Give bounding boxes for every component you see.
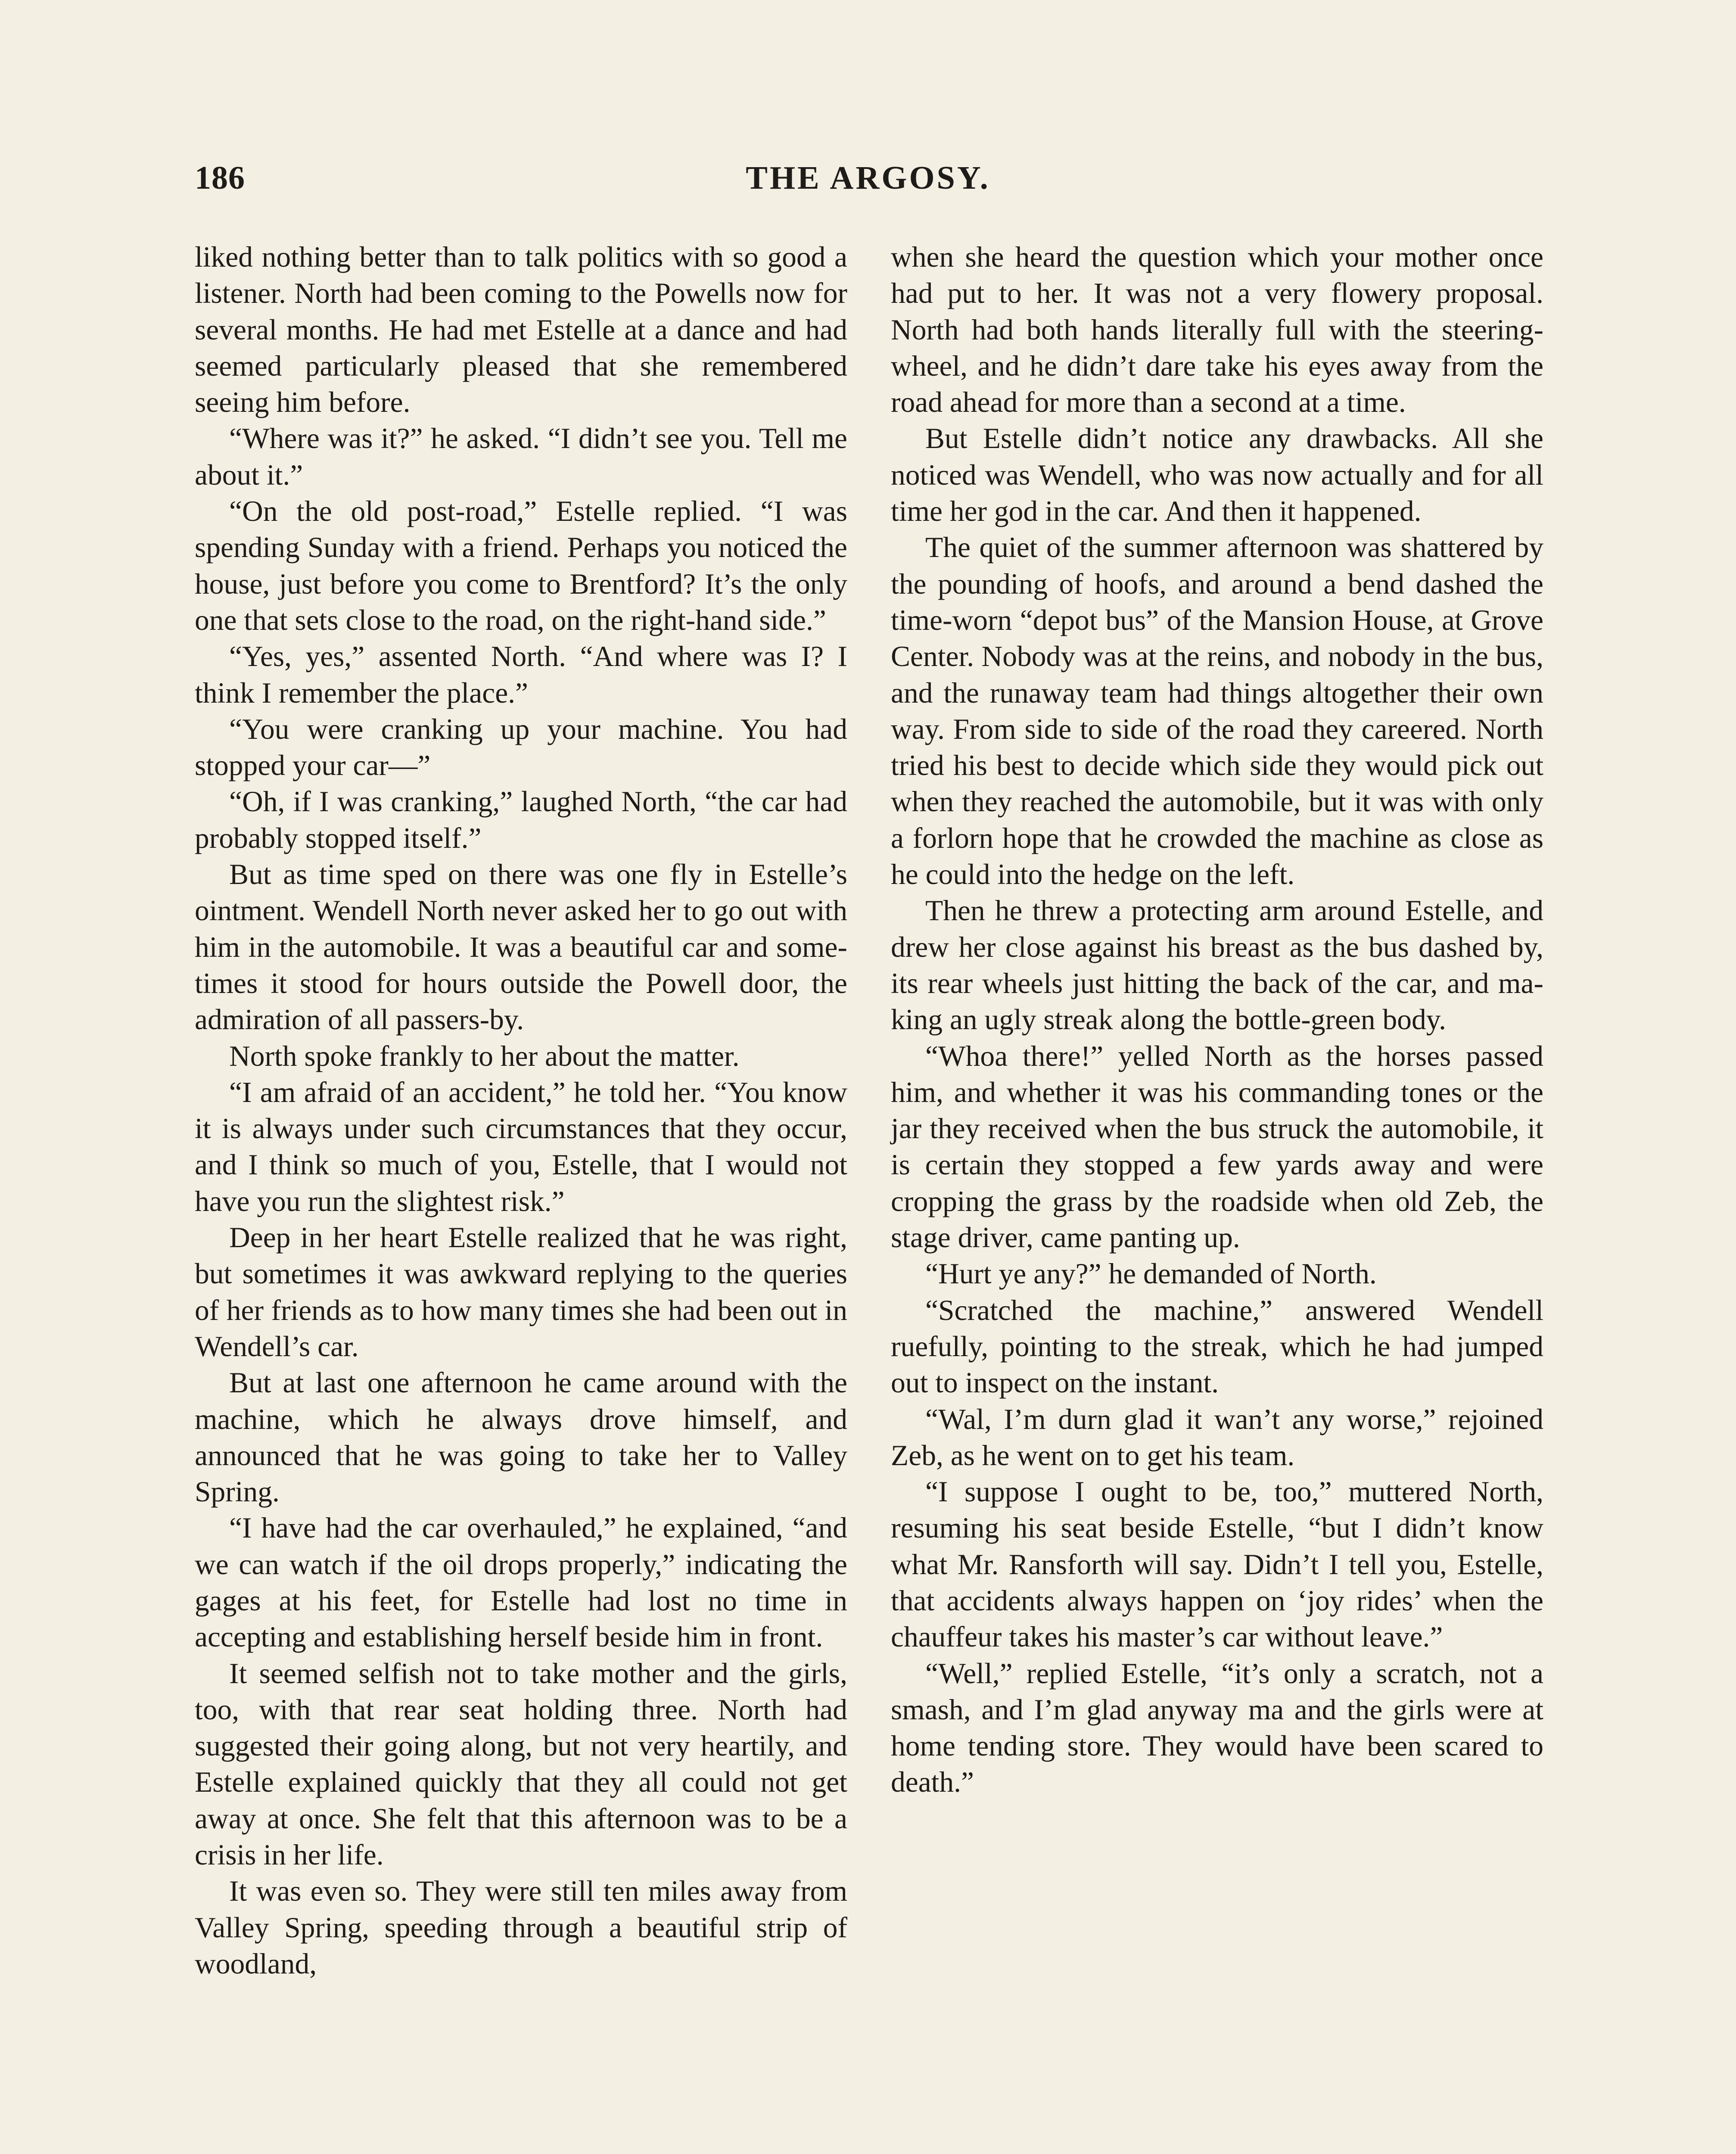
paragraph: “Whoa there!” yelled North as the horses passed him, and whether it was his commanding tones or the jar they received when the bus struck the automobile, it is certain they stopped a few yards away and were cropping the grass by the roadside when old Zeb, the stage driver, came panting up. xyxy=(891,1040,1543,1254)
paragraph: “On the old post-road,” Estelle replied. “I was spending Sunday with a friend. Perhaps you noticed the house, just before you come to Brentford? It’s the only one that sets close to the road, on the right-hand side.” xyxy=(195,495,847,636)
left-column xyxy=(195,239,847,1982)
paragraph: “Scratched the machine,” answered Wendell ruefully, pointing to the streak, which he had jumped out to inspect on the instant. xyxy=(891,1294,1543,1399)
running-head: THE ARGOSY. xyxy=(746,160,990,196)
paragraph: Deep in her heart Estelle realized that he was right, but sometimes it was awkward replying to the queries of her friends as to how many times she had been out in Wendell’s car. xyxy=(195,1221,847,1363)
paragraph: “Yes, yes,” assented North. “And where was I? I think I remember the place.” xyxy=(195,640,847,709)
paragraph: It seemed selfish not to take mother and the girls, too, with that rear seat holding three. North had suggested their going along, but not very heartily, and Estelle explained quickly that they all could not get away at once. She felt that this afternoon was to be a crisis in her life. xyxy=(195,1657,847,1871)
paragraph: “I suppose I ought to be, too,” muttered North, resuming his seat beside Estelle, “but I didn’t know what Mr. Ransforth will say. Didn’t I tell you, Estelle, that accidents always happen on ‘joy rides’ when the chauffeur takes his master’s car without leave.” xyxy=(891,1475,1543,1653)
paragraph: “Oh, if I was cranking,” laughed North, “the car had probably stopped itself.” xyxy=(195,785,847,854)
page-number: 186 xyxy=(195,160,245,196)
paragraph: But Estelle didn’t notice any drawbacks. All she noticed was Wendell, who was now actually and for all time her god in the car. And then it happened. xyxy=(891,422,1543,528)
paragraph: “You were cranking up your machine. You had stopped your car—” xyxy=(195,713,847,782)
paragraph: But as time sped on there was one fly in Estelle’s ointment. Wendell North never asked her to go out with him in the automobile. It was a beautiful car and sometimes it stood for hours outside the Powell door, the admiration of all passers-by. xyxy=(195,858,847,1036)
paragraph: Then he threw a protecting arm around Estelle, and drew her close against his breast as the bus dashed by, its rear wheels just hitting the back of the car, and making an ugly streak along the bottle-green body. xyxy=(891,894,1543,1036)
paragraph: It was even so. They were still ten miles away from Valley Spring, speeding through a beautiful strip of woodland, xyxy=(195,1875,847,1980)
paragraph: “Hurt ye any?” he demanded of North. xyxy=(925,1258,1377,1290)
paragraph: “Where was it?” he asked. “I didn’t see you. Tell me about it.” xyxy=(195,422,847,491)
paragraph: “Wal, I’m durn glad it wan’t any worse,” rejoined Zeb, as he went on to get his team. xyxy=(891,1403,1543,1472)
paragraph: North spoke frankly to her about the matter. xyxy=(229,1040,740,1072)
paragraph: “I have had the car overhauled,” he explained, “and we can watch if the oil drops properly,” indicating the gages at his feet, for Estelle had lost no time in accepting and establishing herself beside him in front. xyxy=(195,1512,847,1653)
paragraph: liked nothing better than to talk politics with so good a listener. North had been coming to the Powells now for several months. He had met Estelle at a dance and had seemed particularly pleased that she remembered seeing him before. xyxy=(195,241,847,419)
right-column xyxy=(891,239,1543,1801)
paragraph: But at last one afternoon he came around with the machine, which he always drove himself, and announced that he was going to take her to Valley Spring. xyxy=(195,1366,847,1508)
paragraph: The quiet of the summer afternoon was shattered by the pounding of hoofs, and around a bend dashed the time-worn “depot bus” of the Mansion House, at Grove Center. Nobody was at the reins, and nobody in the bus, and the runaway team had things altogether their own way. From side to side of the road they careered. North tried his best to decide which side they would pick out when they reached the automobile, but it was with only a forlorn hope that he crowded the machine as close as he could into the hedge on the left. xyxy=(891,531,1543,891)
paragraph: when she heard the question which your mother once had put to her. It was not a very flowery proposal. North had both hands literally full with the steering-wheel, and he didn’t dare take his eyes away from the road ahead for more than a second at a time. xyxy=(891,241,1543,419)
paragraph: “I am afraid of an accident,” he told her. “You know it is always under such circumstances that they occur, and I think so much of you, Estelle, that I would not have you run the slightest risk.” xyxy=(195,1076,847,1217)
paragraph: “Well,” replied Estelle, “it’s only a scratch, not a smash, and I’m glad anyway ma and the girls were at home tending store. They would have been scared to death.” xyxy=(891,1657,1543,1799)
